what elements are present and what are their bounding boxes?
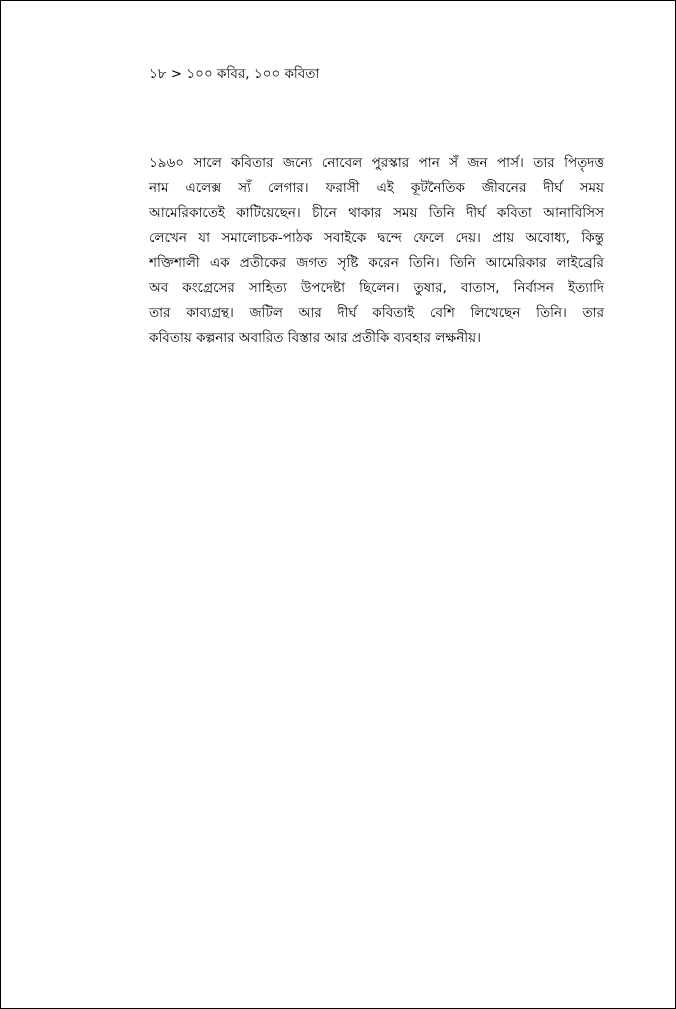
paragraph-line: তার কাব্যগ্রন্থ। জটিল আর দীর্ঘ কবিতাই বেশি লিখেছেন তিনি। তার xyxy=(149,305,604,321)
paragraph-line: কবিতায় কল্পনার অবারিত বিস্তার আর প্রতীকি ব্যবহার লক্ষনীয়। xyxy=(149,330,481,346)
running-header: ১৮ > ১০০ কবির, ১০০ কবিতা xyxy=(149,66,320,82)
paragraph-line: লেখেন যা সমালোচক-পাঠক সবাইকে দ্বন্দে ফেলে দেয়। প্রায় অবোধ্য, কিন্তু xyxy=(149,230,604,246)
paragraph-line: শক্তিশালী এক প্রতীকের জগত সৃষ্টি করেন তিনি। তিনি আমেরিকার লাইব্রেরি xyxy=(149,255,604,271)
paragraph-line: আমেরিকাতেই কাটিয়েছেন। চীনে থাকার সময় তিনি দীর্ঘ কবিতা আনাবিসিস xyxy=(149,205,604,221)
paragraph-line: নাম এলেক্স স্যঁ লেগার। ফরাসী এই কূটনৈতিক জীবনের দীর্ঘ সময় xyxy=(149,180,604,196)
poet-bio-paragraph xyxy=(149,151,604,351)
paragraph-line: অব কংগ্রেসের সাহিত্য উপদেষ্টা ছিলেন। তুষার, বাতাস, নির্বাসন ইত্যাদি xyxy=(149,280,604,296)
paragraph-line: ১৯৬০ সালে কবিতার জন্যে নোবেল পুরস্কার পান সঁ জন পার্স। তার পিতৃদত্ত xyxy=(149,155,604,171)
